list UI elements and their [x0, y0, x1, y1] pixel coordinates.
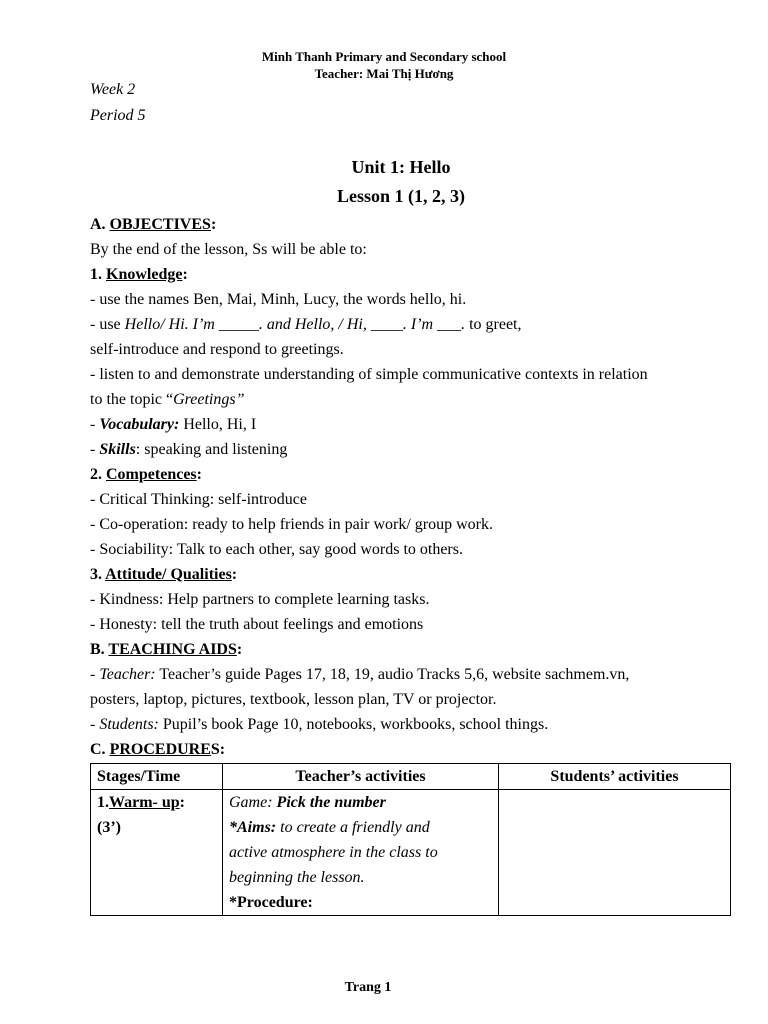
procedure-label: *Procedure: [229, 894, 313, 911]
table-header-row [91, 764, 731, 790]
aims-line: active atmosphere in the class to [229, 844, 438, 861]
knowledge-line: self-introduce and respond to greetings. [90, 341, 344, 358]
header-teacher-activities: Teacher’s activities [223, 764, 499, 790]
students-aids-line: - Students: Pupil’s book Page 10, notebooks, workbooks, school things. [90, 716, 549, 733]
period-label: Period 5 [90, 107, 146, 124]
aims-line: beginning the lesson. [229, 869, 365, 886]
school-name: Minh Thanh Primary and Secondary school [261, 49, 507, 64]
competence-item: - Co-operation: ready to help friends in pair work/ group work. [90, 516, 494, 533]
knowledge-line: - use Hello/ Hi. I’m _____. and Hello, / Hi, ____. I’m ___. to greet, [90, 316, 522, 333]
aims-line: *Aims: to create a friendly and [229, 819, 430, 836]
unit-title: Unit 1: Hello [351, 157, 451, 177]
attitude-item: - Kindness: Help partners to complete learning tasks. [90, 591, 430, 608]
stage-cell: 1.Warm- up: (3’) [91, 790, 223, 916]
lesson-body [90, 212, 720, 762]
header-students-activities: Students’ activities [499, 764, 731, 790]
competences-heading: 2. Competences: [90, 466, 202, 483]
game-line: Game: Pick the number [229, 794, 386, 811]
week-label: Week 2 [90, 81, 136, 98]
procedures-heading: C. PROCEDURES: [90, 741, 226, 758]
teacher-aids-line: posters, laptop, pictures, textbook, lesson plan, TV or projector. [90, 691, 497, 708]
teacher-activities-cell [223, 790, 499, 916]
objectives-heading: A. OBJECTIVES: [90, 216, 217, 233]
teacher-aids-line: - Teacher: Teacher’s guide Pages 17, 18, 19, audio Tracks 5,6, website sachmem.vn, [90, 666, 630, 683]
teacher-name: Teacher: Mai Thị Hương [314, 66, 454, 81]
procedures-table [90, 763, 731, 916]
document-header [0, 48, 768, 82]
table-row [91, 790, 731, 916]
vocabulary-line: - Vocabulary: Hello, Hi, I [90, 416, 257, 433]
lesson-title: Lesson 1 (1, 2, 3) [336, 186, 465, 206]
knowledge-line: - listen to and demonstrate understanding of simple communicative contexts in relation [90, 366, 648, 383]
students-activities-cell [499, 790, 731, 916]
attitude-item: - Honesty: tell the truth about feelings and emotions [90, 616, 424, 633]
objectives-intro: By the end of the lesson, Ss will be able to: [90, 241, 367, 258]
knowledge-heading: 1. Knowledge: [90, 266, 188, 283]
attitude-heading: 3. Attitude/ Qualities: [90, 566, 238, 583]
stage-time: (3’) [97, 819, 121, 836]
competence-item: - Sociability: Talk to each other, say good words to others. [90, 541, 463, 558]
knowledge-line: to the topic “Greetings” [90, 391, 245, 408]
header-stages-time: Stages/Time [91, 764, 223, 790]
teaching-aids-heading: B. TEACHING AIDS: [90, 641, 243, 658]
knowledge-line: - use the names Ben, Mai, Minh, Lucy, the words hello, hi. [90, 291, 467, 308]
competence-item: - Critical Thinking: self-introduce [90, 491, 307, 508]
skills-line: - Skills: speaking and listening [90, 441, 288, 458]
page-number: Trang 1 [344, 980, 392, 995]
